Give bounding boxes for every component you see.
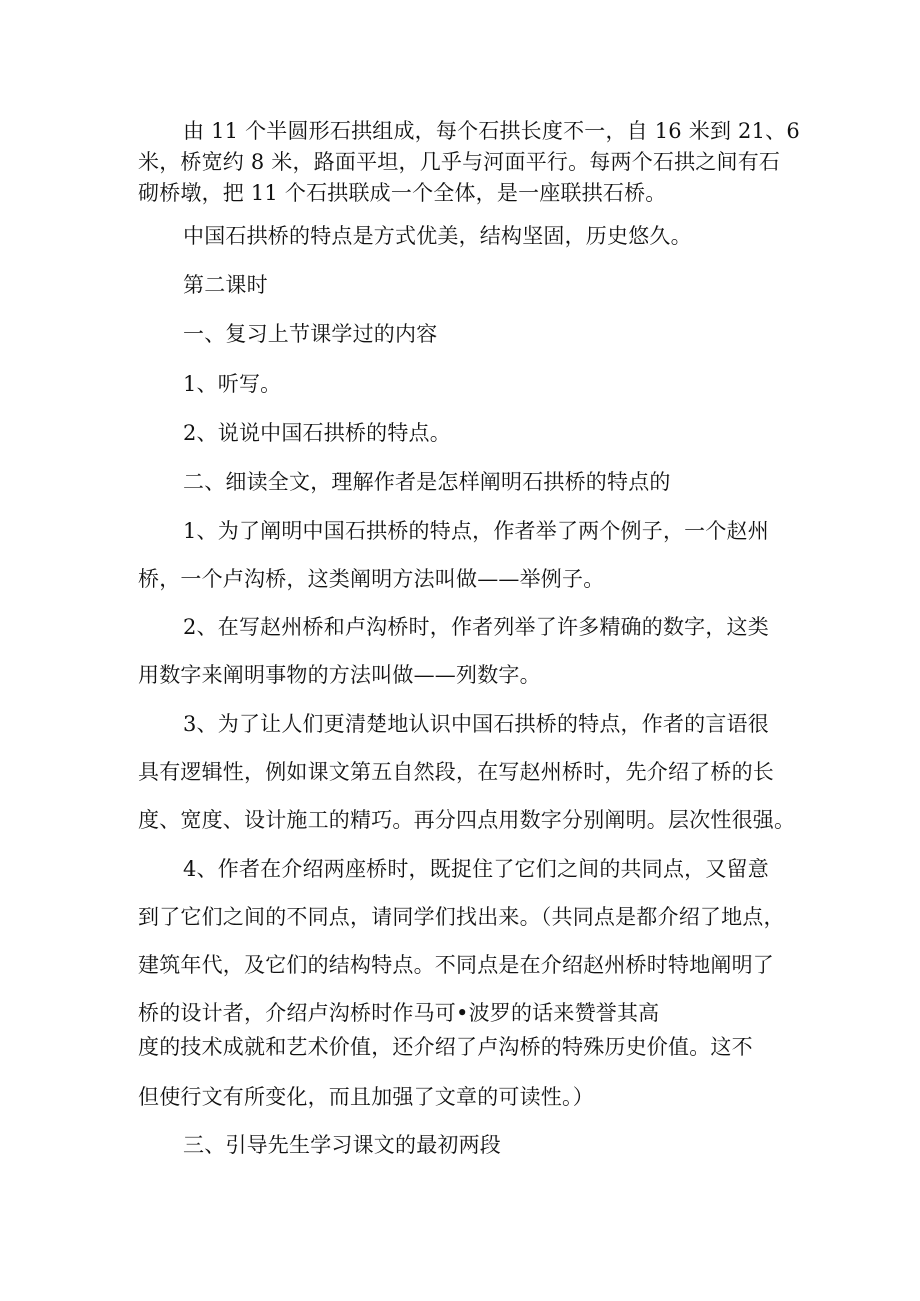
paragraph-line: 中国石拱桥的特点是方式优美，结构坚固，历史悠久。 — [183, 224, 692, 248]
paragraph-line: 建筑年代，及它们的结构特点。不同点是在介绍赵州桥时特地阐明了 — [138, 953, 774, 977]
list-item: 3、为了让人们更清楚地认识中国石拱桥的特点，作者的言语很 — [183, 712, 769, 736]
paragraph-line: 桥，一个卢沟桥，这类阐明方法叫做——举例子。 — [138, 567, 605, 591]
paragraph-line: 具有逻辑性，例如课文第五自然段，在写赵州桥时，先介绍了桥的长 — [138, 760, 774, 784]
paragraph-line: 桥的设计者，介绍卢沟桥时作马可•波罗的话来赞誉其高 — [138, 1001, 660, 1025]
paragraph-line: 砌桥墩，把 11 个石拱联成一个全体，是一座联拱石桥。 — [138, 181, 667, 205]
section-heading: 第二课时 — [183, 273, 268, 297]
paragraph-line: 但使行文有所变化，而且加强了文章的可读性。） — [138, 1085, 594, 1109]
paragraph-line: 由 11 个半圆形石拱组成，每个石拱长度不一，自 16 米到 21、6 — [183, 119, 800, 143]
list-item: 1、听写。 — [183, 372, 282, 396]
paragraph-line: 到了它们之间的不同点，请同学们找出来。（共同点是都介绍了地点， — [138, 905, 785, 929]
section-heading: 三、引导先生学习课文的最初两段 — [183, 1133, 501, 1157]
paragraph-line: 米，桥宽约 8 米，路面平坦，几乎与河面平行。每两个石拱之间有石 — [138, 150, 781, 174]
list-item: 4、作者在介绍两座桥时，既捉住了它们之间的共同点，又留意 — [183, 857, 769, 881]
paragraph-line: 度、宽度、设计施工的精巧。再分四点用数字分别阐明。层次性很强。 — [138, 808, 796, 832]
list-item: 2、在写赵州桥和卢沟桥时，作者列举了许多精确的数字，这类 — [183, 615, 769, 639]
list-item: 1、为了阐明中国石拱桥的特点，作者举了两个例子，一个赵州 — [183, 519, 769, 543]
section-heading: 一、复习上节课学过的内容 — [183, 322, 438, 346]
paragraph-line: 度的技术成就和艺术价值，还介绍了卢沟桥的特殊历史价值。这不 — [138, 1035, 753, 1059]
paragraph-line: 用数字来阐明事物的方法叫做——列数字。 — [138, 663, 541, 687]
section-heading: 二、细读全文，理解作者是怎样阐明石拱桥的特点的 — [183, 470, 671, 494]
list-item: 2、说说中国石拱桥的特点。 — [183, 421, 451, 445]
